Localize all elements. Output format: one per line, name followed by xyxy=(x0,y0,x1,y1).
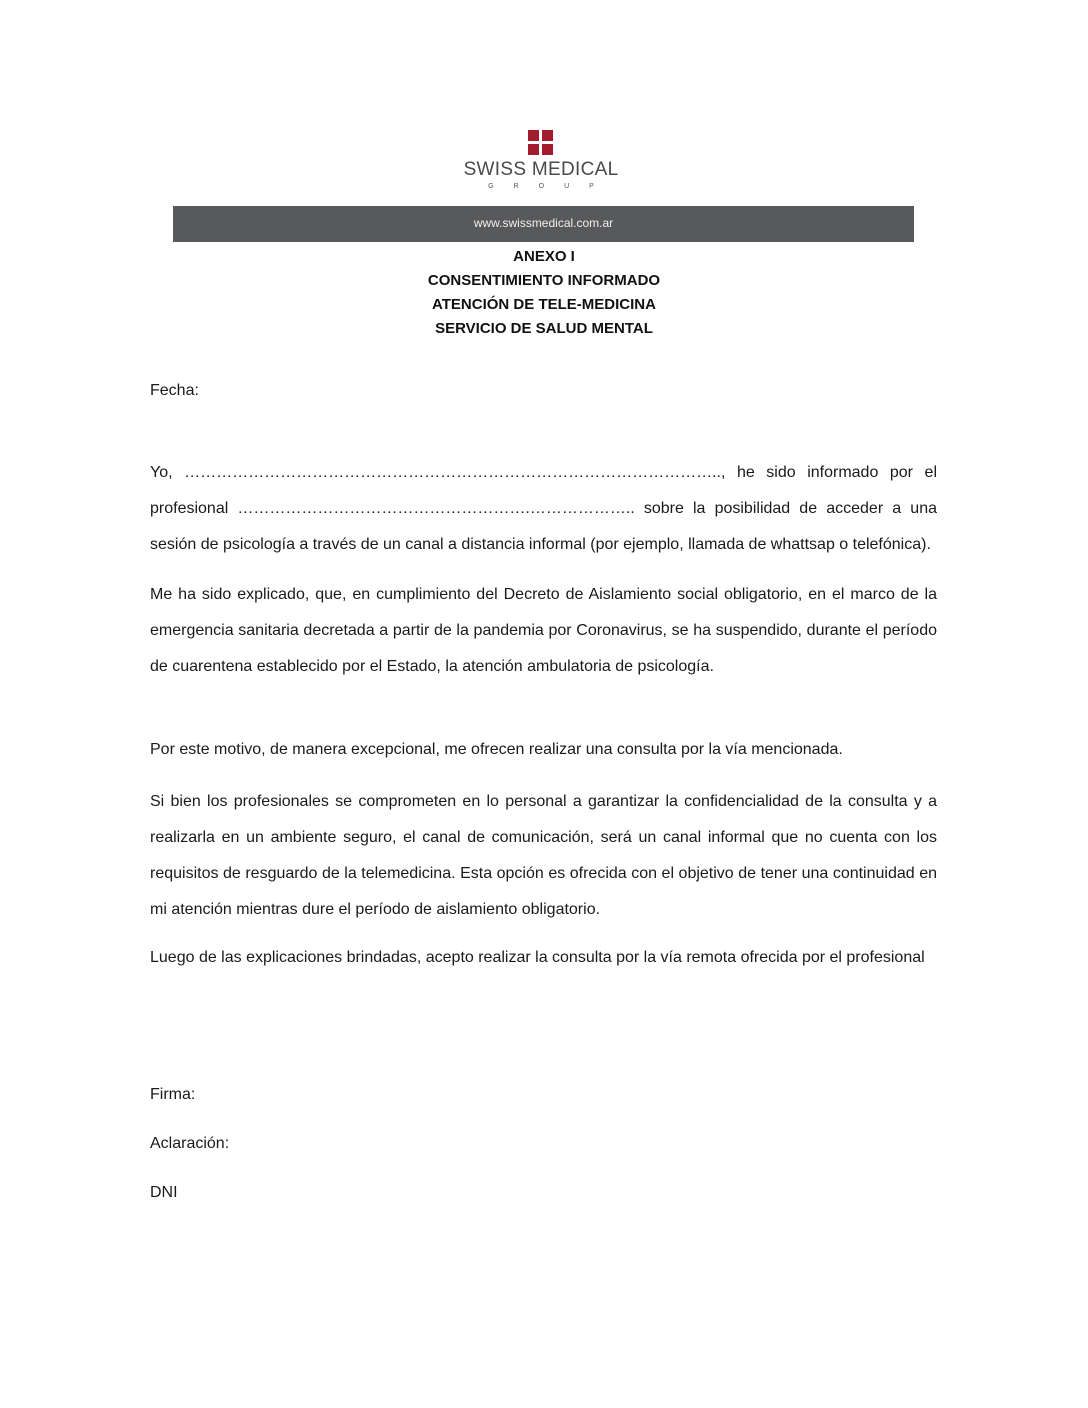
website-url: www.swissmedical.com.ar xyxy=(473,216,614,230)
swiss-medical-logo xyxy=(456,130,626,196)
paragraph-exceptional: Por este motivo, de manera excepcional, me ofrecen realizar una consulta por la vía mencionada. xyxy=(150,741,843,758)
date-label: Fecha: xyxy=(150,382,199,399)
id-label: DNI xyxy=(150,1184,178,1201)
signature-label: Firma: xyxy=(150,1086,196,1103)
annex-title: ANEXO I xyxy=(513,248,575,265)
logo-name: SWISS MEDICAL xyxy=(463,159,619,180)
paragraph-acceptance: Luego de las explicaciones brindadas, acepto realizar la consulta por la vía remota ofrecida por el profesional xyxy=(150,949,925,966)
paragraph-declaration: Yo, ……………………………………………………………………………………….., he sido informado por el profesional ……………………………………………….……………….. sobre la posibilidad de acceder a una sesión de psicología a través de un canal a distancia informal (por ejemplo, llamada de whattsap o telefónica). xyxy=(150,464,937,553)
consent-title: CONSENTIMIENTO INFORMADO xyxy=(427,272,661,289)
clarification-label: Aclaración: xyxy=(150,1135,230,1152)
attention-title: ATENCIÓN DE TELE-MEDICINA xyxy=(432,296,656,313)
url-bar xyxy=(173,206,914,242)
document-titles xyxy=(150,245,938,341)
service-title: SERVICIO DE SALUD MENTAL xyxy=(435,320,653,337)
logo-group: GROUP xyxy=(488,183,614,190)
paragraph-confidentiality: Si bien los profesionales se comprometen en lo personal a garantizar la confidencialidad de la consulta y a realizarla en un ambiente seguro, el canal de comunicación, será un canal informal que no cuenta con los requisitos de resguardo de la telemedicina. Esta opción es ofrecida con el objetivo de tener una continuidad en mi atención mientras dure el período de aislamiento obligatorio. xyxy=(150,793,937,918)
cross-logo-icon xyxy=(528,130,554,156)
paragraph-explanation: Me ha sido explicado, que, en cumplimiento del Decreto de Aislamiento social obligatorio, en el marco de la emergencia sanitaria decretada a partir de la pandemia por Coronavirus, se ha suspendido, durante el período de cuarentena establecido por el Estado, la atención ambulatoria de psicología. xyxy=(150,586,937,675)
